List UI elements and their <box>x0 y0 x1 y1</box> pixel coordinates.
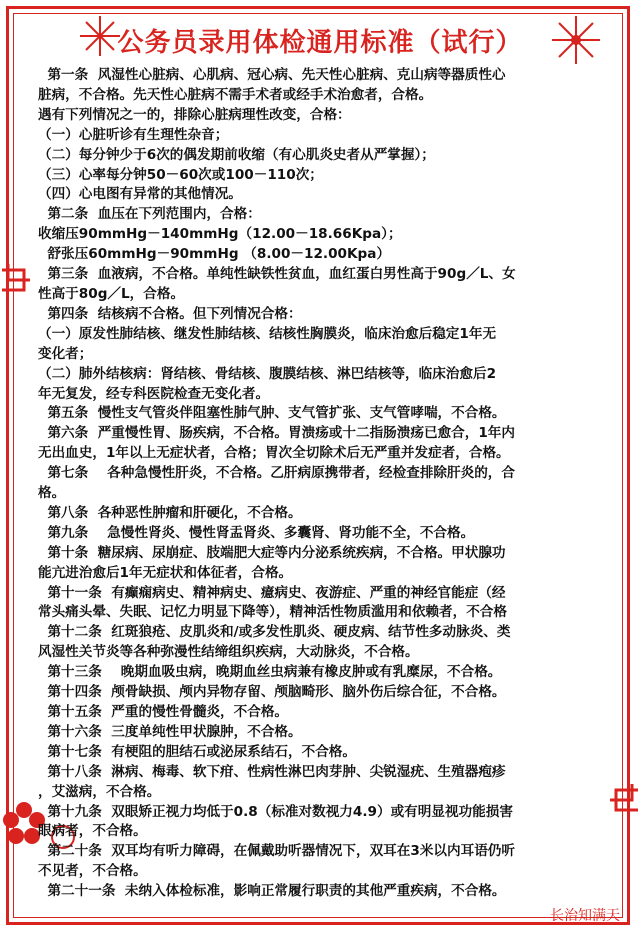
text-line: 第一条 风湿性心脏病、心肌病、冠心病、先天性心脏病、克山病等器质性心 <box>38 67 506 83</box>
text-line: 第五条 慢性支气管炎伴阻塞性肺气肿、支气管扩张、支气管哮喘，不合格。 <box>38 405 506 422</box>
text-line: 格。 <box>38 485 66 502</box>
text-line: 第三条 血液病，不合格。单纯性缺铁性贫血，血红蛋白男性高于90g／L、女 <box>38 266 516 283</box>
text-line: 第十一条 有癫痫病史、精神病史、癔病史、夜游症、严重的神经官能症（经 <box>38 584 506 601</box>
text-line: 风湿性关节炎等各种弥漫性结缔组织疾病，大动脉炎，不合格。 <box>38 644 419 661</box>
text-line: 能亢进治愈后1年无症状和体征者，合格。 <box>38 564 293 581</box>
corner-knot-right <box>606 780 640 820</box>
text-line: 第十三条 晚期血吸虫病，晚期血丝虫病兼有橡皮肿或有乳糜尿，不合格。 <box>38 664 502 681</box>
text-line: 第二十一条 未纳入体检标准，影响正常履行职责的其他严重疾病，不合格。 <box>38 883 506 900</box>
document-body <box>38 66 604 902</box>
text-line: 无出血史，1年以上无症状者，合格；胃次全切除术后无严重并发症者，合格。 <box>38 445 510 462</box>
text-line: 第十五条 严重的慢性骨髓炎，不合格。 <box>38 704 289 720</box>
text-line: ，艾滋病，不合格。 <box>38 783 161 800</box>
text-line: 第十条 糖尿病、尿崩症、肢端肥大症等内分泌系统疾病，不合格。甲状腺功 <box>38 544 506 561</box>
text-line: 年无复发，经专科医院检查无变化者。 <box>38 385 270 402</box>
text-line: （三）心率每分钟50－60次或100－110次； <box>38 166 323 183</box>
text-line: （二）肺外结核病：肾结核、骨结核、腹膜结核、淋巴结核等，临床治愈后2 <box>38 365 497 382</box>
page-title: 公务员录用体检通用标准（试行） <box>117 28 523 58</box>
text-line: 第九条 急慢性肾炎、慢性肾盂肾炎、多囊肾、肾功能不全，不合格。 <box>38 524 475 541</box>
text-line: 第十七条 有梗阻的胆结石或泌尿系结石，不合格。 <box>38 743 356 760</box>
text-line: （二）每分钟少于6次的偶发期前收缩（有心肌炎史者从严掌握）； <box>38 146 435 163</box>
text-line: 眼病者，不合格。 <box>38 823 147 840</box>
text-line: 第十二条 红斑狼疮、皮肌炎和/或多发性肌炎、硬皮病、结节性多动脉炎、类 <box>38 624 511 641</box>
text-line: 常头痛头晕、失眠、记忆力明显下降等），精神活性物质滥用和依赖者，不合格 <box>38 604 507 621</box>
text-line: 变化者； <box>38 345 93 362</box>
text-line: 第十八条 淋病、梅毒、软下疳、性病性淋巴肉芽肿、尖锐湿疣、生殖器疱疹 <box>38 763 506 780</box>
text-line: （一）原发性肺结核、继发性肺结核、结核性胸膜炎，临床治愈后稳定1年无 <box>38 325 497 342</box>
text-line: 不见者，不合格。 <box>38 863 147 880</box>
text-line: 舒张压60mmHg－90mmHg （8.00－12.00Kpa） <box>38 246 391 263</box>
text-line: 性高于80g／L，合格。 <box>38 285 185 302</box>
text-line: 第十九条 双眼矫正视力均低于0.8（标准对数视力4.9）或有明显视功能损害 <box>38 803 513 820</box>
text-line: 遇有下列情况之一的，排除心脏病理性改变，合格： <box>38 106 351 123</box>
text-line: 第十四条 颅骨缺损、颅内异物存留、颅脑畸形、脑外伤后综合征，不合格。 <box>38 684 506 701</box>
text-line: 第七条 各种急慢性肝炎，不合格。乙肝病原携带者，经检查排除肝炎的，合 <box>38 465 515 482</box>
text-line: 第十六条 三度单纯性甲状腺肿，不合格。 <box>38 723 302 740</box>
text-line: 第六条 严重慢性胃、肠疾病，不合格。胃溃疡或十二指肠溃疡已愈合，1年内 <box>38 425 515 442</box>
brand-watermark: 长治知满天 <box>550 908 620 924</box>
text-line: 第二十条 双耳均有听力障碍，在佩戴助听器情况下，双耳在3米以内耳语仍听 <box>38 843 515 860</box>
text-line: 脏病，不合格。先天性心脏病不需手术者或经手术治愈者，合格。 <box>38 86 433 103</box>
text-line: 第四条 结核病不合格。但下列情况合格： <box>38 305 302 322</box>
corner-knot-left <box>0 260 34 300</box>
text-line: 第二条 血压在下列范围内，合格： <box>38 206 261 223</box>
text-line: 收缩压90mmHg－140mmHg（12.00－18.66Kpa）； <box>38 226 402 243</box>
text-line: 第八条 各种恶性肿瘤和肝硬化，不合格。 <box>38 504 302 521</box>
text-line: （一）心脏听诊有生理性杂音； <box>38 126 229 143</box>
text-line: （四）心电图有异常的其他情况。 <box>38 186 242 203</box>
